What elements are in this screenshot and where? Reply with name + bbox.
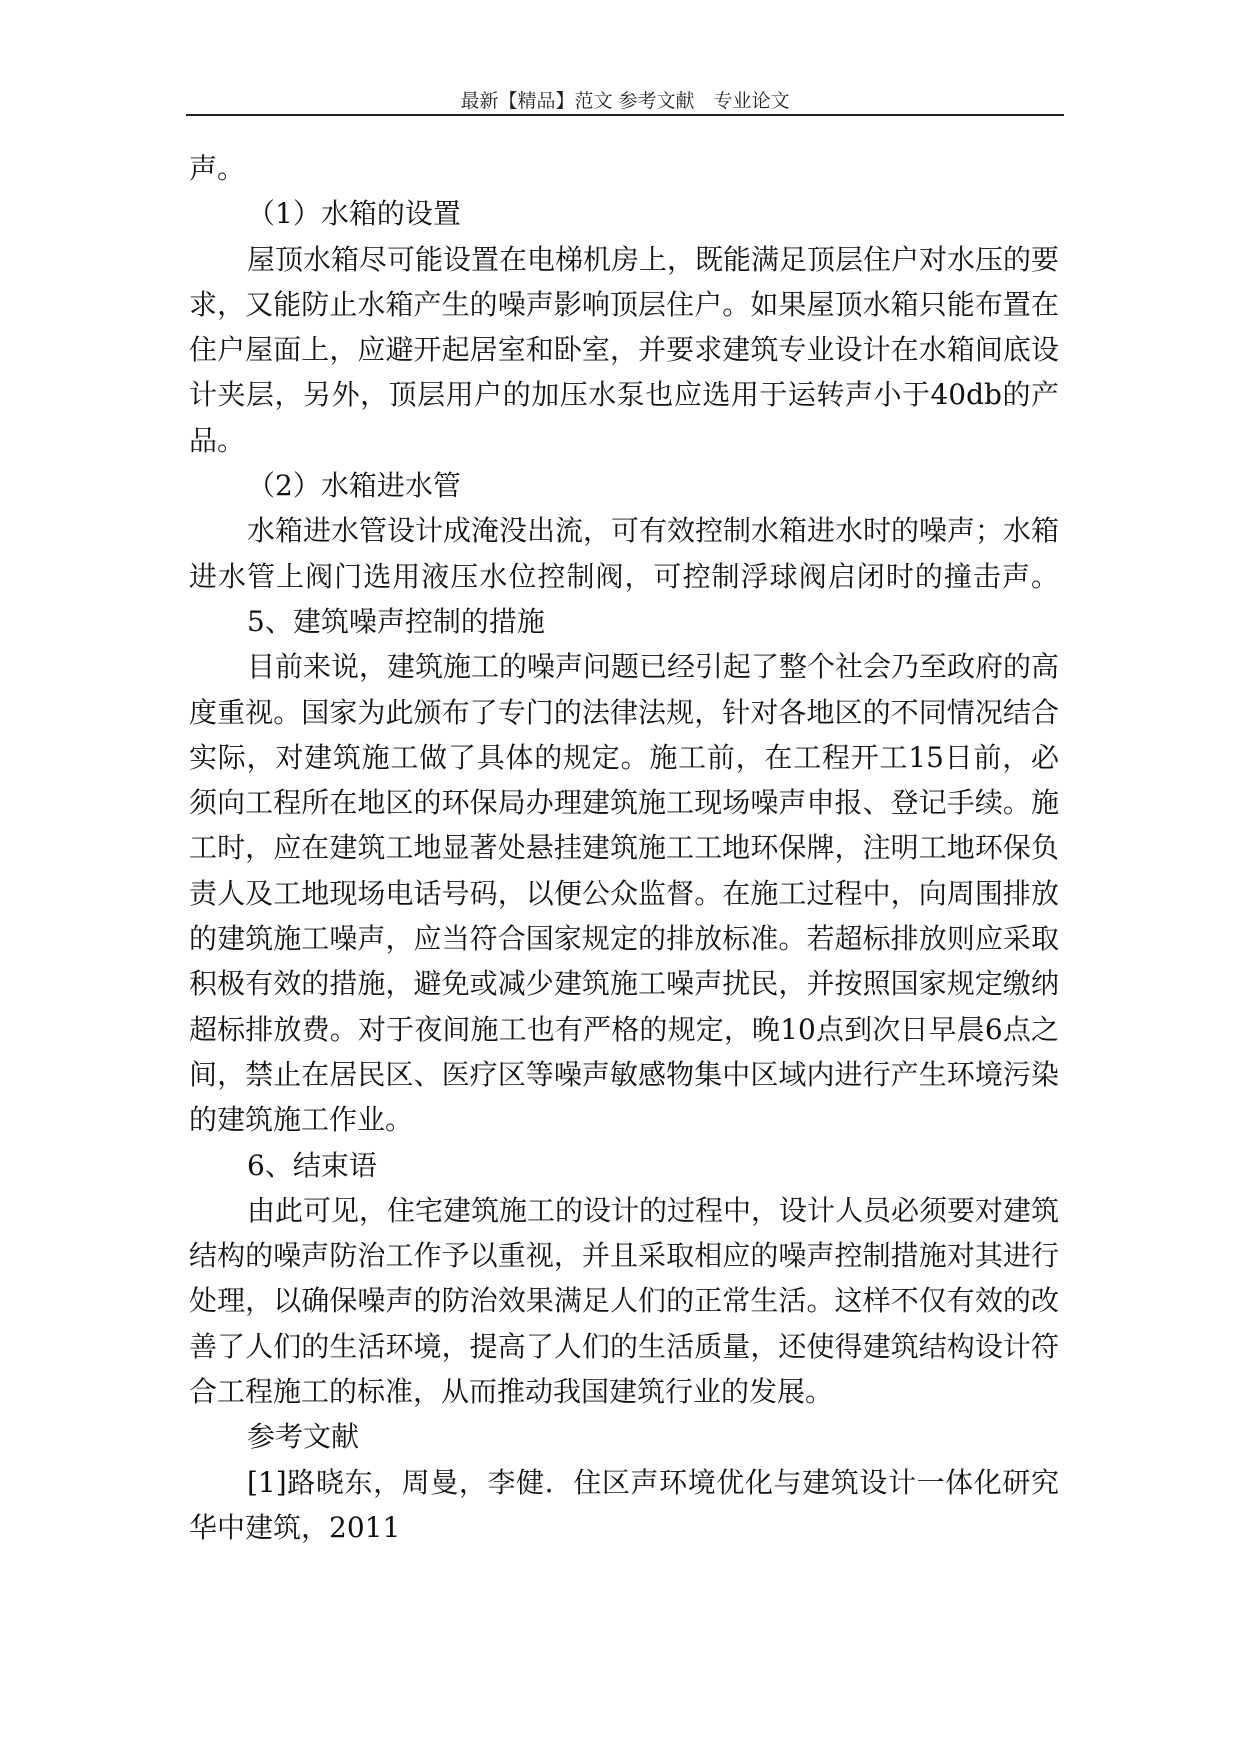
subheading-water-tank-setup: （1）水箱的设置 bbox=[247, 197, 461, 231]
section-heading-conclusion: 6、结束语 bbox=[247, 1148, 377, 1182]
page-header: 最新【精品】范文 参考文献 专业论文 bbox=[460, 90, 790, 112]
references-heading: 参考文献 bbox=[247, 1420, 360, 1454]
header-rule bbox=[186, 114, 1064, 116]
paragraph-water-inlet-pipe: 水箱进水管设计成淹没出流，可有效控制水箱进水时的噪声；水箱进水管上阀门选用液压水位控制阀，可控制浮球阀启闭时的撞击声。 bbox=[189, 514, 1060, 593]
paragraph-water-tank-setup: 屋顶水箱尽可能设置在电梯机房上，既能满足顶层住户对水压的要求，又能防止水箱产生的噪声影响顶层住户。如果屋顶水箱只能布置在住户屋面上，应避开起居室和卧室，并要求建筑专业设计在水箱间底设计夹层，另外，顶层用户的加压水泵也应选用于运转声小于40db的产品。 bbox=[189, 242, 1060, 457]
paragraph-conclusion: 由此可见，住宅建筑施工的设计的过程中，设计人员必须要对建筑结构的噪声防治工作予以重视，并且采取相应的噪声控制措施对其进行处理，以确保噪声的防治效果满足人们的正常生活。这样不仅有效的改善了人们的生活环境，提高了人们的生活质量，还使得建筑结构设计符合工程施工的标准，从而推动我国建筑行业的发展。 bbox=[189, 1193, 1060, 1409]
reference-item: [1]路晓东，周曼，李健．住区声环境优化与建筑设计一体化研究华中建筑，2011 bbox=[189, 1465, 1059, 1544]
section-heading-noise-control: 5、建筑噪声控制的措施 bbox=[247, 604, 545, 638]
subheading-water-inlet-pipe: （2）水箱进水管 bbox=[247, 469, 461, 503]
paragraph-continuation: 声。 bbox=[189, 152, 246, 185]
paragraph-noise-control: 目前来说，建筑施工的噪声问题已经引起了整个社会乃至政府的高度重视。国家为此颁布了专门的法律法规，针对各地区的不同情况结合实际，对建筑施工做了具体的规定。施工前，在工程开工15日前，必须向工程所在地区的环保局办理建筑施工现场噪声申报、登记手续。施工时，应在建筑工地显著处悬挂建筑施工工地环保牌，注明工地环保负责人及工地现场电话号码，以便公众监督。在施工过程中，向周围排放的建筑施工噪声，应当符合国家规定的排放标准。若超标排放则应采取积极有效的措施，避免或减少建筑施工噪声扰民，并按照国家规定缴纳超标排放费。对于夜间施工也有严格的规定，晚10点到次日早晨6点之间，禁止在居民区、医疗区等噪声敏感物集中区域内进行产生环境污染的建筑施工作业。 bbox=[189, 650, 1060, 1137]
document-body bbox=[189, 146, 1059, 1550]
